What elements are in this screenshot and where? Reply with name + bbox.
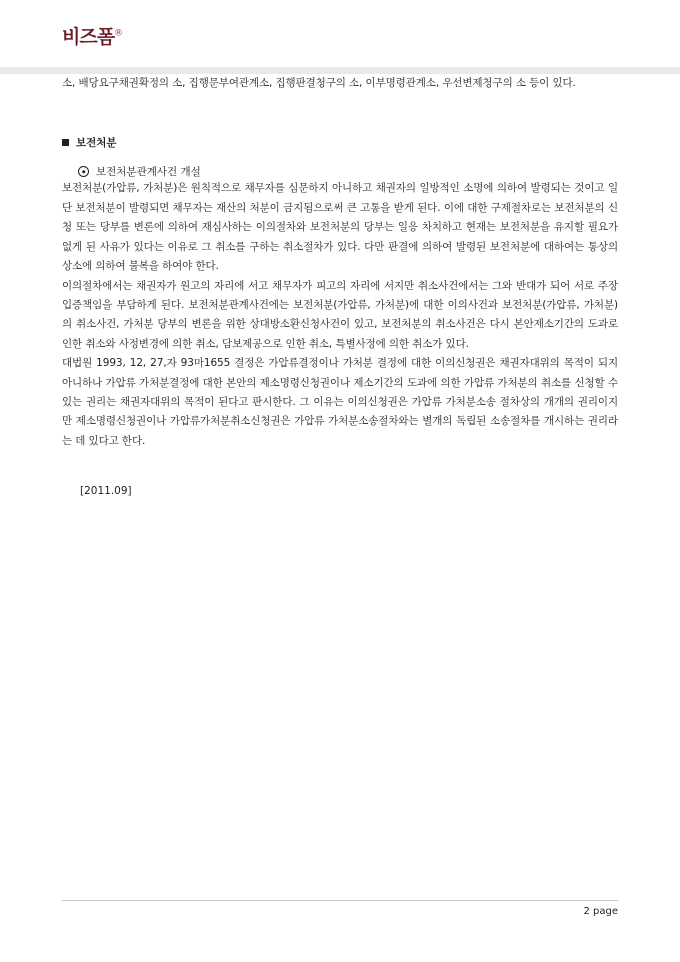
paragraph-1: 보전처분(가압류, 가처분)은 원칙적으로 채무자를 심문하지 아니하고 채권자의 일방적인 소명에 의하여 발령되는 것이고 일단 보전처분이 발령되면 채무자는 재산의 처분이 금지됨으로써 큰 고통을 받게 된다. 이에 대한 구제절차로는 보전처분의 신청 또는 당부를 변론에 의하여 재심사하는 이의절차와 보전처분의 당부는 일응 차치하고 현재는 보전처분을 유지할 필요가 없게 된 사유가 있다는 이유로 그 취소를 구하는 취소절차가 있다. 다만 판결에 의하여 발령된 보전처분에 대하여는 통상의 상소에 의하여 불복을 하여야 한다.: [62, 182, 618, 273]
section-heading-label: 보전처분: [76, 137, 117, 150]
top-paragraph: 소, 배당요구채권확정의 소, 집행문부여관계소, 집행판결청구의 소, 이부명령관계소, 우선변제청구의 소 등이 있다.: [62, 77, 576, 89]
bizform-logo: [62, 28, 122, 47]
logo-text: 비즈폼: [62, 26, 115, 48]
page-number: 2 page: [583, 906, 618, 917]
date-line: [2011.09]: [80, 485, 132, 498]
header-divider: [0, 67, 680, 74]
section-heading: [62, 135, 618, 150]
paragraph-3: 대법원 1993, 12, 27,자 93마1655 결정은 가압류결정이나 가처분 결정에 대한 이의신청권은 채권자대위의 목적이 되지 아니하나 가압류 가처분결정에 대한 본안의 제소명령신청권이나 제소기간의 도과에 의한 가압류 가처분의 취소를 신청할 수 있는 권리는 채권자대위의 목적이 된다고 판시한다. 그 이유는 이의신청권은 가압류 가처분소송 절차상의 개개의 권리이지만 제소명령신청권이나 가압류가처분취소신청권은 가압류 가처분소송절차와는 별개의 독립된 소송절차를 개시하는 권리라는 데 있다고 한다.: [62, 357, 618, 447]
registered-mark-icon: ®: [114, 28, 123, 39]
document-header: [0, 0, 680, 72]
square-bullet-icon: [62, 139, 69, 146]
document-content: [0, 74, 680, 497]
circle-bullet-icon: [78, 166, 89, 177]
sub-heading-label: 보전처분관계사건 개설: [96, 166, 201, 179]
footer-divider: [62, 900, 618, 901]
paragraph-2: 이의절차에서는 채권자가 원고의 자리에 서고 채무자가 피고의 자리에 서지만 취소사건에서는 그와 반대가 되어 서로 주장입증책임을 부담하게 된다. 보전처분관계사건에는 보전처분(가압류, 가처분)에 대한 이의사건과 보전처분(가압류, 가처분)의 취소사건, 가처분 당부의 변론을 위한 상대방소환신청사건이 있고, 보전처분의 취소사건은 다시 본안제소기간의 도과로 인한 취소와 사정변경에 의한 취소, 담보제공으로 인한 취소, 특별사정에 의한 취소가 있다.: [62, 279, 618, 350]
sub-heading: [78, 164, 618, 179]
